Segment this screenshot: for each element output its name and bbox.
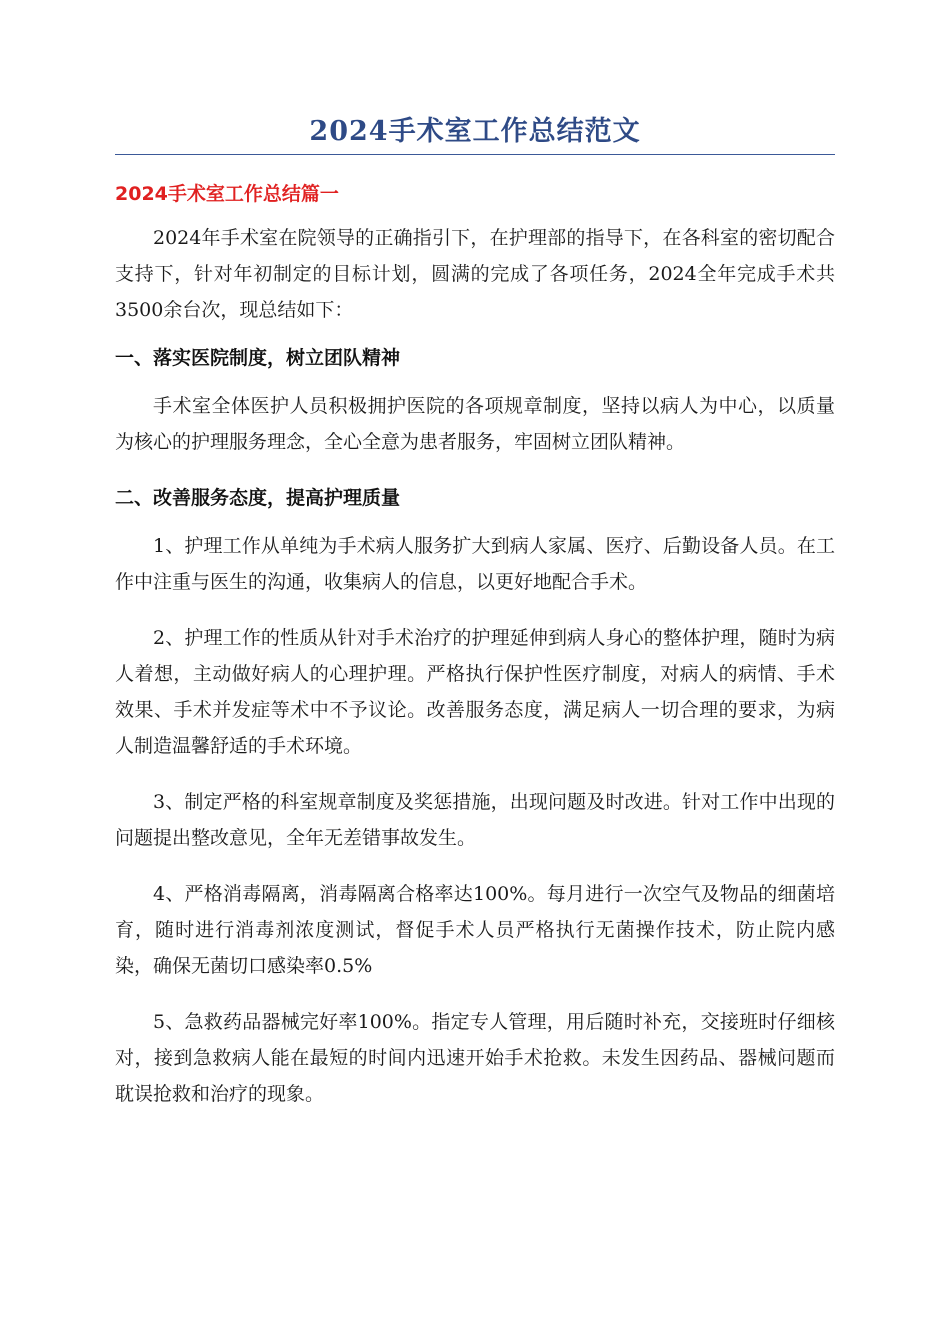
document-body xyxy=(115,176,835,1112)
list-item-2: 2、护理工作的性质从针对手术治疗的护理延伸到病人身心的整体护理，随时为病人着想，主动做好病人的心理护理。严格执行保护性医疗制度，对病人的病情、手术效果、手术并发症等术中不予议论。改善服务态度，满足病人一切合理的要求，为病人制造温馨舒适的手术环境。 xyxy=(115,627,835,757)
list-item-3: 3、制定严格的科室规章制度及奖惩措施，出现问题及时改进。针对工作中出现的问题提出整改意见，全年无差错事故发生。 xyxy=(115,791,835,849)
list-item-4: 4、严格消毒隔离，消毒隔离合格率达100%。每月进行一次空气及物品的细菌培育，随时进行消毒剂浓度测试，督促手术人员严格执行无菌操作技术，防止院内感染，确保无菌切口感染率0.5% xyxy=(115,883,835,977)
title-divider xyxy=(115,154,835,155)
heading-1: 一、落实医院制度，树立团队精神 xyxy=(115,347,401,369)
list-item-5: 5、急救药品器械完好率100%。指定专人管理，用后随时补充，交接班时仔细核对，接到急救病人能在最短的时间内迅速开始手术抢救。未发生因药品、器械问题而耽误抢救和治疗的现象。 xyxy=(115,1011,835,1105)
intro-paragraph: 2024年手术室在院领导的正确指引下，在护理部的指导下，在各科室的密切配合支持下，针对年初制定的目标计划，圆满的完成了各项任务，2024全年完成手术共3500余台次，现总结如下： xyxy=(115,227,835,321)
section-title: 2024手术室工作总结篇一 xyxy=(115,183,339,205)
list-item-1: 1、护理工作从单纯为手术病人服务扩大到病人家属、医疗、后勤设备人员。在工作中注重与医生的沟通，收集病人的信息，以更好地配合手术。 xyxy=(115,535,835,593)
heading-2: 二、改善服务态度，提高护理质量 xyxy=(115,487,401,509)
document-title: 2024手术室工作总结范文 xyxy=(309,116,641,147)
paragraph-1: 手术室全体医护人员积极拥护医院的各项规章制度，坚持以病人为中心，以质量为核心的护理服务理念，全心全意为患者服务，牢固树立团队精神。 xyxy=(115,395,835,453)
